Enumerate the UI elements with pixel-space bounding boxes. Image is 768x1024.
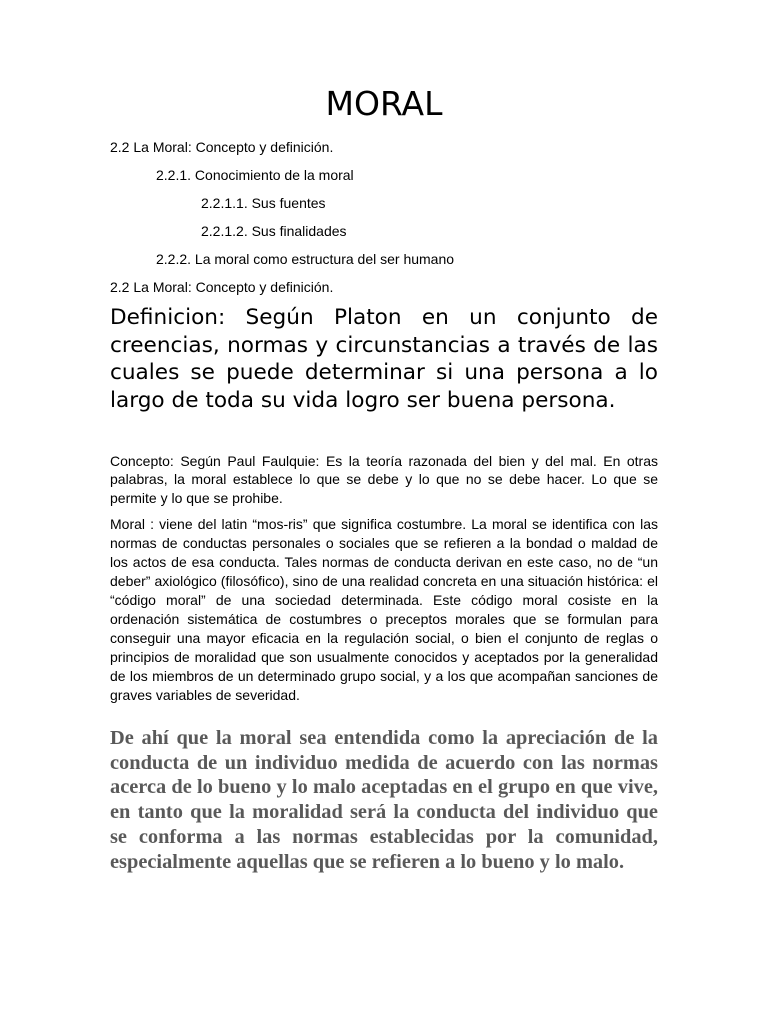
table-of-contents xyxy=(110,136,658,304)
definicion-paragraph: Definicion: Según Platon en un conjunto de creencias, normas y circunstancias a través de las cuales se puede determinar si una persona a lo largo de toda su vida logro ser buena persona. xyxy=(110,305,658,413)
toc-item: 2.2 La Moral: Concepto y definición. xyxy=(110,139,334,155)
toc-item: 2.2.1.1. Sus fuentes xyxy=(201,195,326,211)
concepto-paragraph: Concepto: Según Paul Faulquie: Es la teoría razonada del bien y del mal. En otras palabras, la moral establece lo que se debe y lo que no se debe hacer. Lo que se permite y lo que se prohibe. xyxy=(110,453,658,506)
toc-item: 2.2.2. La moral como estructura del ser humano xyxy=(156,251,455,267)
toc-item: 2.2.1. Conocimiento de la moral xyxy=(156,167,354,183)
toc-item: 2.2.1.2. Sus finalidades xyxy=(201,223,347,239)
document-title: MORAL xyxy=(325,84,443,123)
conclusion-paragraph: De ahí que la moral sea entendida como la apreciación de la conducta de un individuo medida de acuerdo con las normas acerca de lo bueno y lo malo aceptadas en el grupo en que vive, en tanto que la moralidad será la conducta del individuo que se conforma a las normas establecidas por la comunidad, especialmente aquellas que se refieren a lo bueno y lo malo. xyxy=(110,727,658,873)
moral-paragraph: Moral : viene del latin “mos-ris” que significa costumbre. La moral se identifica con las normas de conductas personales o sociales que se refieren a la bondad o maldad de los actos de esa conducta. Tales normas de conducta derivan en este caso, no de “un deber” axiológico (filosófico), sino de una realidad concreta en una situación histórica: el “código moral” de una sociedad determinada. Este código moral cosiste en la ordenación sistemática de costumbres o preceptos morales que se formulan para conseguir una mayor eficacia en la regulación social, o bien el conjunto de reglas o principios de moralidad que son usualmente conocidos y aceptados por la generalidad de los miembros de un determinado grupo social, y a los que acompañan sanciones de graves variables de severidad. xyxy=(110,516,658,703)
toc-item: 2.2 La Moral: Concepto y definición. xyxy=(110,279,334,295)
